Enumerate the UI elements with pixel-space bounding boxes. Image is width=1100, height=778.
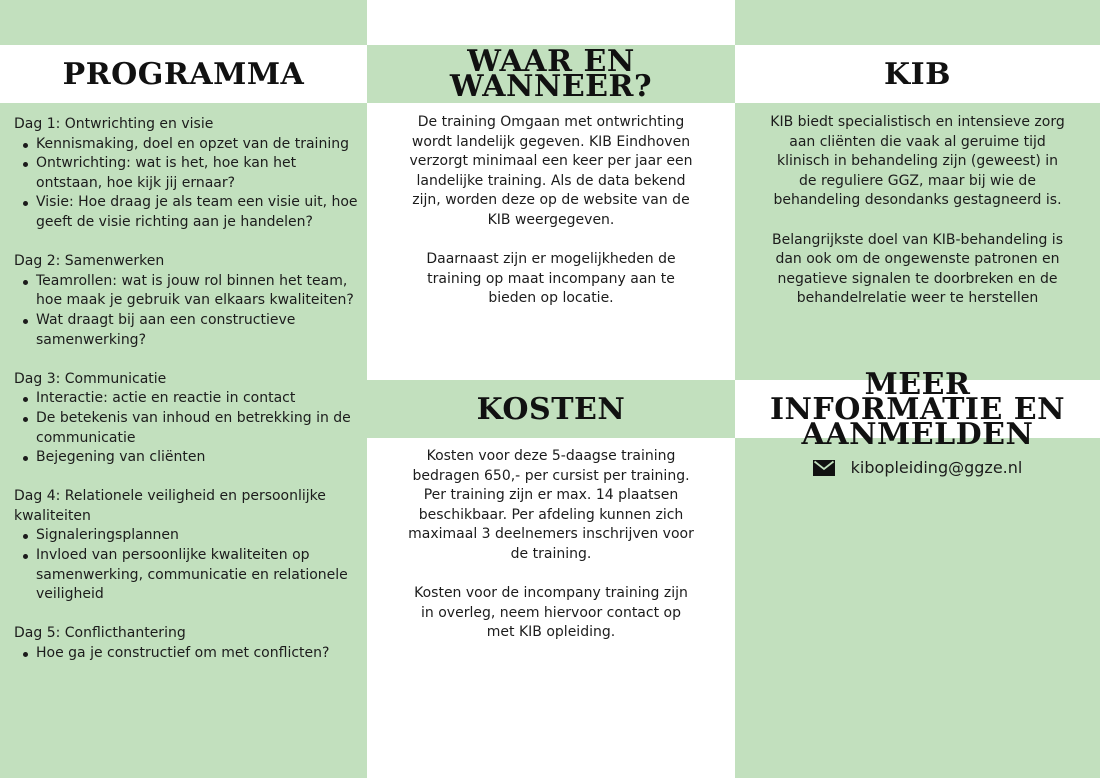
- list-item: Wat draagt bij aan een constructieve samenwerking?: [14, 311, 364, 350]
- day-block: [14, 370, 364, 468]
- list-item: Invloed van persoonlijke kwaliteiten op samenwerking, communicatie en relationele veiligheid: [14, 546, 364, 605]
- day-title: Dag 5: Conflicthantering: [14, 625, 186, 642]
- waar-paragraph: Daarnaast zijn er mogelijkheden de training op maat incompany aan te bieden op locatie.: [426, 251, 676, 307]
- kib-text: [769, 113, 1066, 309]
- programma-heading: PROGRAMMA: [62, 56, 305, 92]
- kib-column: [735, 0, 1100, 778]
- programma-column: [0, 0, 367, 778]
- day-block: [14, 115, 364, 233]
- day-title: Dag 1: Ontwrichting en visie: [14, 116, 214, 132]
- middle-column: [367, 0, 735, 778]
- day-title: Dag 3: Communicatie: [14, 370, 167, 387]
- kosten-paragraph: Kosten voor de incompany training zijn in overleg, neem hiervoor contact op met KIB opleiding.: [414, 585, 688, 641]
- kosten-paragraph: Kosten voor deze 5-daagse training bedragen 650,- per cursist per training. Per training zijn er max. 14 plaatsen beschikbaar. Per afdeling kunnen zich maximaal 3 deelnemers inschrijven voor de training.: [408, 448, 694, 562]
- waar-text: [407, 113, 695, 309]
- kosten-heading: KOSTEN: [476, 391, 626, 427]
- envelope-icon: [813, 460, 835, 476]
- list-item: Ontwrichting: wat is het, hoe kan het ontstaan, hoe kijk jij ernaar?: [14, 154, 364, 193]
- list-item: Kennismaking, doel en opzet van de training: [14, 135, 364, 155]
- day-block: [14, 487, 364, 605]
- kib-paragraph: KIB biedt specialistisch en intensieve zorg aan cliënten die vaak al geruime tijd klinisch in behandeling zijn (geweest) in de reguliere GGZ, maar bij wie de behandeling desondanks gestagneerd is.: [770, 114, 1065, 209]
- day-block: [14, 624, 364, 663]
- list-item: De betekenis van inhoud en betrekking in de communicatie: [14, 409, 364, 448]
- list-item: Interactie: actie en reactie in contact: [14, 389, 364, 409]
- kib-heading-band: [735, 45, 1100, 103]
- day-block: [14, 252, 364, 350]
- list-item: Visie: Hoe draag je als team een visie uit, hoe geeft de visie richting aan je handelen?: [14, 193, 364, 232]
- list-item: Signaleringsplannen: [14, 526, 364, 546]
- kosten-text: [407, 447, 695, 643]
- waar-heading-band: [367, 45, 735, 103]
- day-title: Dag 2: Samenwerken: [14, 253, 165, 270]
- kib-paragraph: Belangrijkste doel van KIB-behandeling is dan ook om de ongewenste patronen en negatieve signalen te doorbreken en de behandelrelatie weer te herstellen: [772, 231, 1063, 307]
- list-item: Hoe ga je constructief om met conflicten?: [14, 644, 364, 664]
- meer-heading: MEER INFORMATIE EN AANMELDEN: [769, 366, 1066, 452]
- programma-heading-band: [0, 45, 367, 103]
- waar-heading: WAAR EN WANNEER?: [449, 44, 653, 104]
- kosten-heading-band: [367, 380, 735, 438]
- email-link[interactable]: kibopleiding@ggze.nl: [850, 458, 1023, 477]
- kib-heading: KIB: [884, 56, 951, 92]
- waar-paragraph: De training Omgaan met ontwrichting wordt landelijk gegeven. KIB Eindhoven verzorgt minimaal een keer per jaar een landelijke training. Als de data bekend zijn, worden deze op de website van de KIB weergegeven.: [409, 114, 693, 228]
- list-item: Bejegening van cliënten: [14, 448, 364, 468]
- list-item: Teamrollen: wat is jouw rol binnen het team, hoe maak je gebruik van elkaars kwaliteiten?: [14, 272, 364, 311]
- programma-list: [14, 115, 364, 683]
- day-title: Dag 4: Relationele veiligheid en persoonlijke kwaliteiten: [14, 488, 326, 524]
- email-row: [735, 458, 1100, 477]
- meer-heading-band: [735, 366, 1100, 452]
